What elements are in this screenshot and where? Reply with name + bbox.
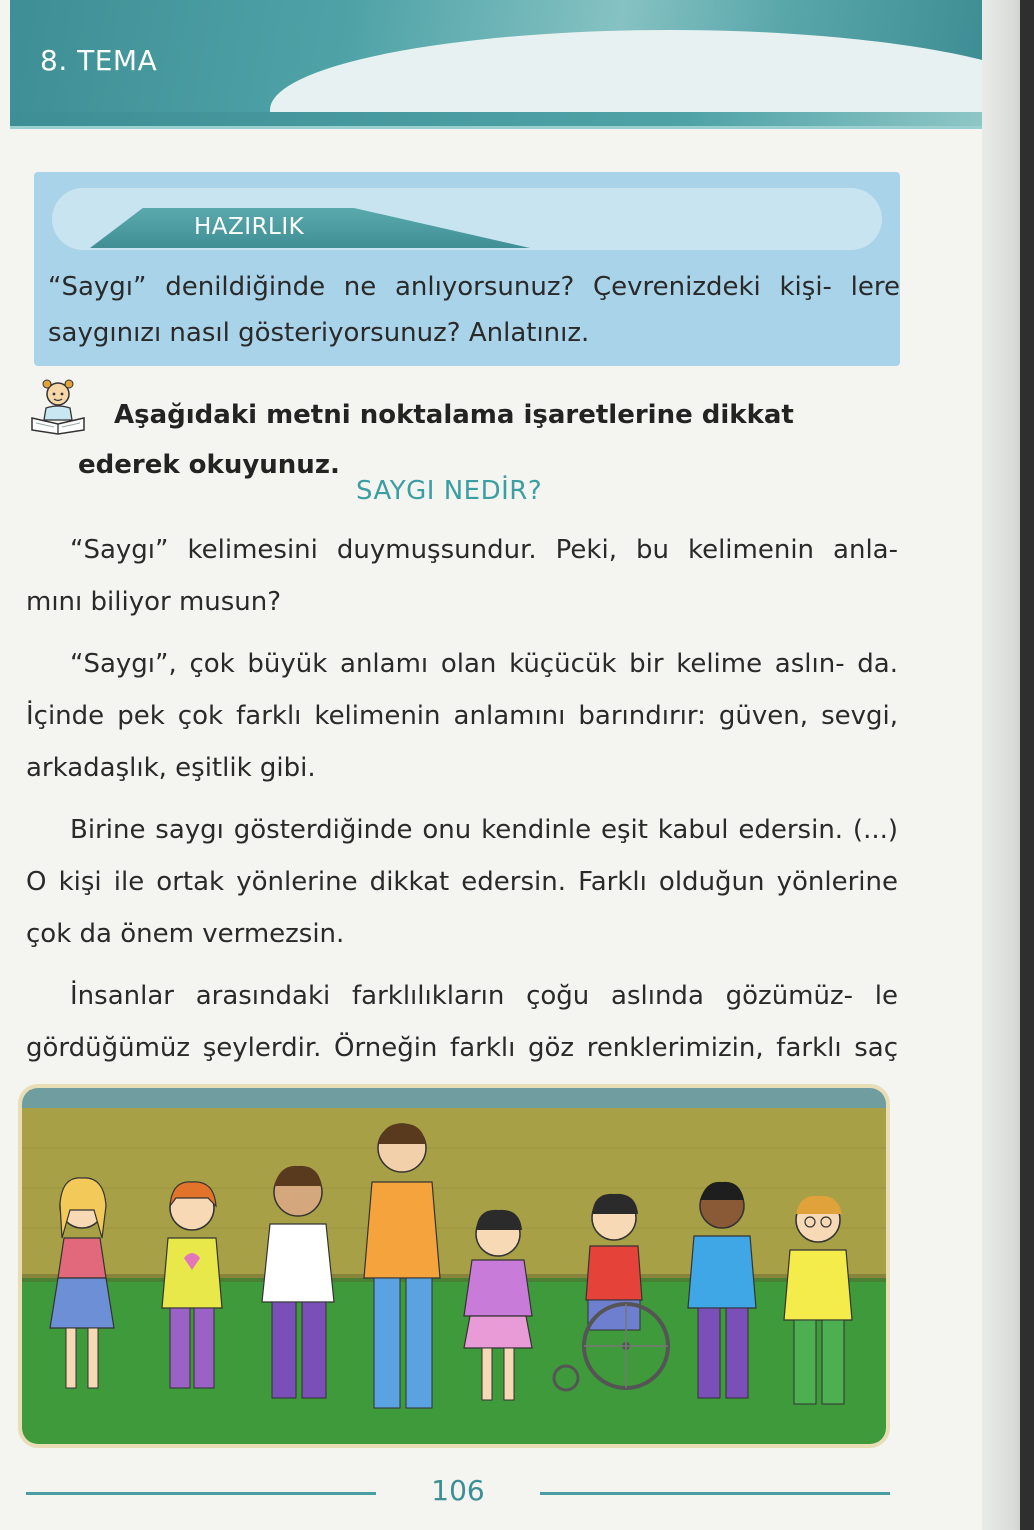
footer-rule-left [26,1492,376,1495]
header-wave-decoration [270,30,982,112]
preparation-question: “Saygı” denildiğinde ne anlıyorsunuz? Çevrenizdeki kişi- lere saygınızı nasıl gösteriyorsunuz? Anlatınız. [48,272,900,348]
story-paragraph: Birine saygı gösterdiğinde onu kendinle eşit kabul edersin. (...) O kişi ile ortak yönlerine dikkat edersin. Farklı olduğun yönlerine çok da önem vermezsin. [26,815,898,949]
footer-rule-right [540,1492,890,1495]
preparation-box [34,172,900,366]
illustration-drawing [22,1088,886,1444]
reading-instruction: Aşağıdaki metni noktalama işaretlerine dikkat ederek okuyunuz. [78,400,794,480]
story-paragraph: “Saygı”, çok büyük anlamı olan küçücük bir kelime aslın- da. İçinde pek çok farklı kelimenin anlamını barındırır: güven, sevgi, arkadaşlık, eşitlik gibi. [26,649,898,783]
children-holding-hands-illustration [18,1084,890,1448]
page-number: 106 [431,1474,485,1507]
story-text [26,524,898,1136]
header-rule-thin [10,126,982,129]
header-rule [10,112,982,126]
theme-label: 8. TEMA [40,44,158,77]
story-paragraph: “Saygı” kelimesini duymuşsundur. Peki, bu kelimenin anla- mını biliyor musun? [26,535,898,617]
book-spine-shadow [1020,0,1034,1530]
story-title: SAYGI NEDİR? [356,476,543,506]
preparation-label: HAZIRLIK [194,214,305,240]
story-paragraph: İnsanlar arasındaki farklılıkların çoğu aslında gözümüz- le gördüğümüz şeylerdir. Örneğin farklı göz renklerimizin, farklı saç [26,981,898,1063]
theme-header [10,0,982,112]
